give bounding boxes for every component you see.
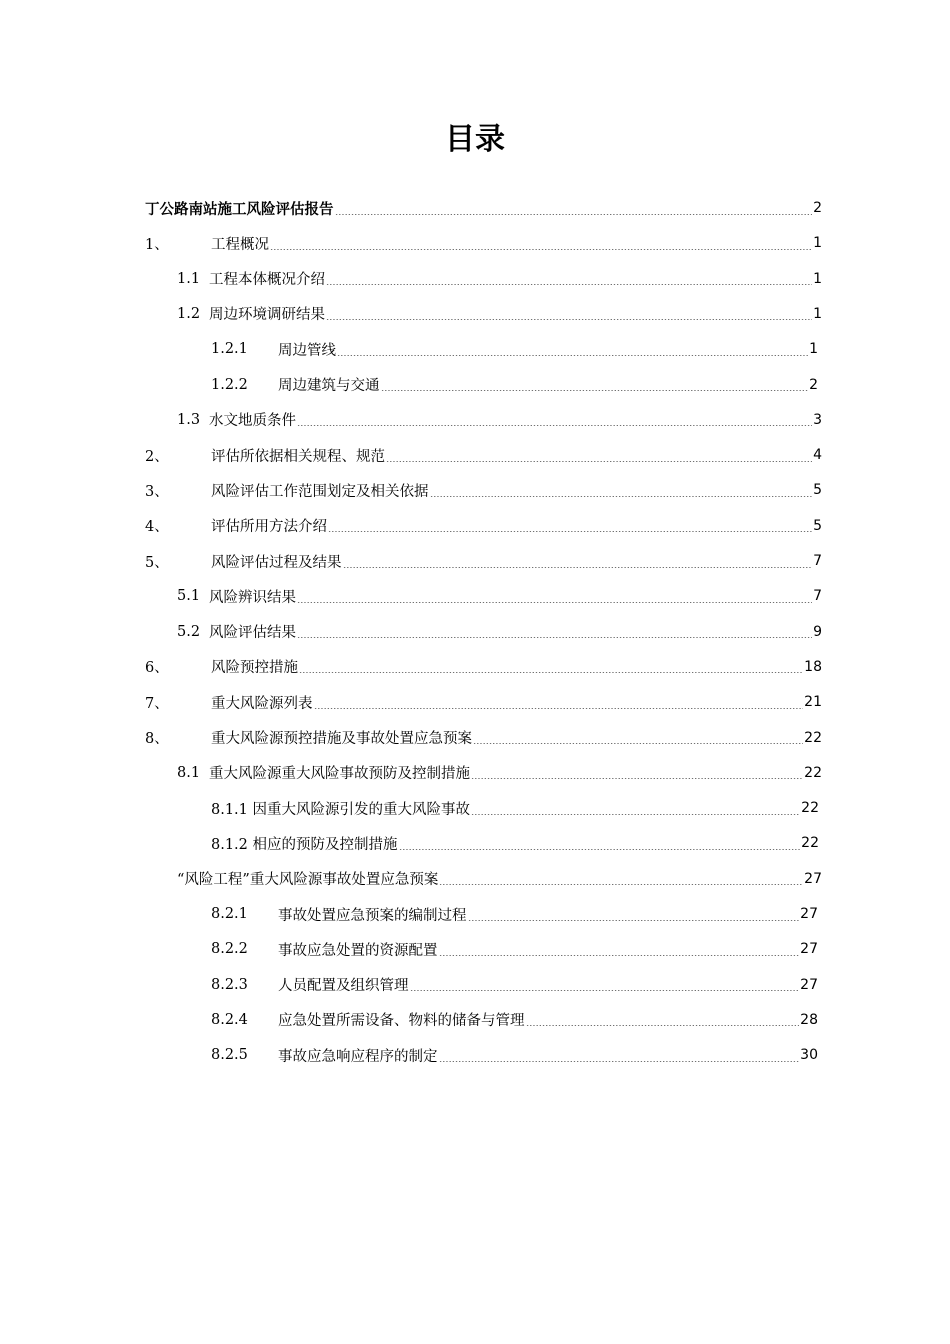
toc-entry-page-number: 7 [813,553,822,569]
dot-leader [314,708,804,709]
toc-entry-page-number: 1 [813,305,822,322]
dot-leader [439,884,803,885]
dot-leader [326,284,812,285]
dot-leader [473,743,803,744]
dot-leader [297,425,812,426]
toc-entry-page-number: 27 [800,976,818,993]
toc-entry-title: 8.1.2 相应的预防及控制措施 [211,836,398,853]
dot-leader [471,814,800,815]
toc-entry-title: 风险评估工作范围划定及相关依据 [211,483,429,500]
toc-entry-page-number: 1 [813,270,822,287]
toc-entry-number: 8.2.3 [211,976,248,993]
toc-entry-page-number: 1 [809,341,818,358]
toc-entry-page-number: 22 [801,835,819,852]
toc-entry-page-number: 27 [800,941,818,958]
toc-entry-page-number: 2 [813,200,822,216]
toc-entry[interactable] [145,543,822,579]
toc-entry[interactable] [211,931,818,967]
toc-entry-page-number: 30 [800,1047,818,1064]
toc-entry[interactable] [211,367,818,403]
toc-entry[interactable] [177,755,822,791]
toc-entry-title: 周边环境调研结果 [209,307,325,324]
toc-entry-title: 工程本体概况介绍 [209,272,325,289]
dot-leader [328,531,812,532]
toc-entry[interactable] [211,1002,818,1038]
toc-entry[interactable] [145,684,822,720]
toc-entry-title: 应急处置所需设备、物料的储备与管理 [278,1013,525,1030]
toc-entry-page-number: 22 [804,729,822,746]
toc-entry-number: 1.2.1 [211,341,248,358]
toc-entry-page-number: 5 [813,517,822,534]
toc-entry-title: 风险评估过程及结果 [211,554,342,571]
toc-entry-page-number: 7 [813,588,822,605]
dot-leader [430,496,813,497]
toc-entry-page-number: 18 [804,658,822,675]
toc-entry-title: 8.1.1 因重大风险源引发的重大风险事故 [211,801,471,818]
toc-entry[interactable] [177,296,822,332]
toc-entry[interactable] [145,225,822,261]
dot-leader [299,672,803,673]
toc-entry-title: 评估所依据相关规程、规范 [211,448,385,465]
toc-entry-title: 风险预控措施 [211,660,298,677]
toc-entry[interactable] [145,472,822,508]
toc-entry-title: 风险辨识结果 [209,589,296,606]
toc-entry-number: 8.2.1 [211,906,248,922]
toc-entry[interactable] [211,967,818,1003]
toc-entry-number: 8.1 [177,764,201,781]
toc-entry[interactable] [145,437,822,473]
toc-entry-page-number: 9 [813,623,822,640]
dot-leader [410,990,800,991]
toc-entry-number: 1.1 [177,270,201,287]
toc-entry-number: 5、 [145,554,169,571]
toc-entry-number: 1、 [145,236,169,253]
toc-entry[interactable] [177,614,822,650]
dot-leader [270,249,812,250]
toc-entry[interactable] [177,578,822,614]
toc-entry[interactable] [145,649,822,685]
toc-entry-title: 工程概况 [211,236,269,253]
dot-leader [471,778,803,779]
dot-leader [337,355,808,356]
toc-entry-number: 7、 [145,695,169,712]
toc-entry-title: 风险评估结果 [209,625,296,642]
toc-entry-page-number: 4 [813,447,822,464]
toc-entry-title: 人员配置及组织管理 [278,978,409,995]
toc-entry-page-number: 21 [804,694,822,711]
toc-entry-number: 8.2.2 [211,941,248,958]
toc-entry-number: 4、 [145,519,169,536]
toc-entry[interactable] [177,861,822,897]
toc-entry-title: 水文地质条件 [209,413,296,430]
toc-entry[interactable] [211,1037,818,1073]
toc-entry[interactable] [145,720,822,756]
toc-entry-number: 8.2.5 [211,1047,248,1064]
toc-entry-number: 8、 [145,731,169,747]
toc-entry-page-number: 28 [800,1011,818,1028]
toc-entry[interactable] [211,790,819,826]
toc-entry[interactable] [145,190,822,226]
toc-entry[interactable] [177,402,822,438]
toc-entry-number: 1.2.2 [211,376,248,393]
toc-entry-number: 8.2.4 [211,1011,248,1028]
toc-entry-number: 6、 [145,660,169,677]
dot-leader [439,955,800,956]
toc-entry-page-number: 22 [801,800,819,817]
toc-entry-number: 2、 [145,448,169,465]
dot-leader [343,567,813,568]
toc-entry-number: 1.2 [177,305,201,322]
dot-leader [526,1025,800,1026]
toc-entry-number: 1.3 [177,411,201,428]
toc-entry-number: 3、 [145,483,169,500]
toc-entry-title: 重大风险源列表 [211,695,313,712]
dot-leader [468,920,800,921]
toc-entry-title: 事故应急处置的资源配置 [278,942,438,959]
toc-entry-title: 周边建筑与交通 [278,378,380,394]
toc-entry-page-number: 3 [813,411,822,428]
toc-entry-title: 评估所用方法介绍 [211,519,327,536]
toc-entry-title: “风险工程”重大风险源事故处置应急预案 [177,872,439,889]
toc-entry-page-number: 2 [809,376,818,393]
toc-entry-page-number: 5 [813,482,822,499]
dot-leader [439,1061,800,1062]
dot-leader [386,461,812,462]
dot-leader [399,849,801,850]
dot-leader [381,390,809,391]
dot-leader [297,637,812,638]
toc-entry-page-number: 22 [804,764,822,781]
toc-entry-title: 事故处置应急预案的编制过程 [278,907,467,924]
toc-entry[interactable] [145,508,822,544]
toc-entry[interactable] [211,825,819,861]
toc-entry-page-number: 27 [804,870,822,887]
toc-entry-page-number: 1 [813,235,822,252]
toc-entry-page-number: 27 [800,906,818,922]
toc-entry-title: 重大风险源预控措施及事故处置应急预案 [211,731,472,747]
toc-entry[interactable] [177,261,822,297]
dot-leader [297,602,812,603]
toc-entry[interactable] [211,331,818,367]
dot-leader [326,319,812,320]
toc-entry[interactable] [211,896,818,932]
page-title: 目录 [445,122,505,157]
toc-entry-title: 事故应急响应程序的制定 [278,1048,438,1065]
toc-entry-title: 丁公路南站施工风险评估报告 [145,201,334,218]
toc-entry-number: 5.1 [177,588,201,605]
toc-entry-number: 5.2 [177,623,201,640]
dot-leader [335,214,813,215]
toc-entry-title: 周边管线 [278,342,336,359]
toc-entry-title: 重大风险源重大风险事故预防及控制措施 [209,766,470,783]
